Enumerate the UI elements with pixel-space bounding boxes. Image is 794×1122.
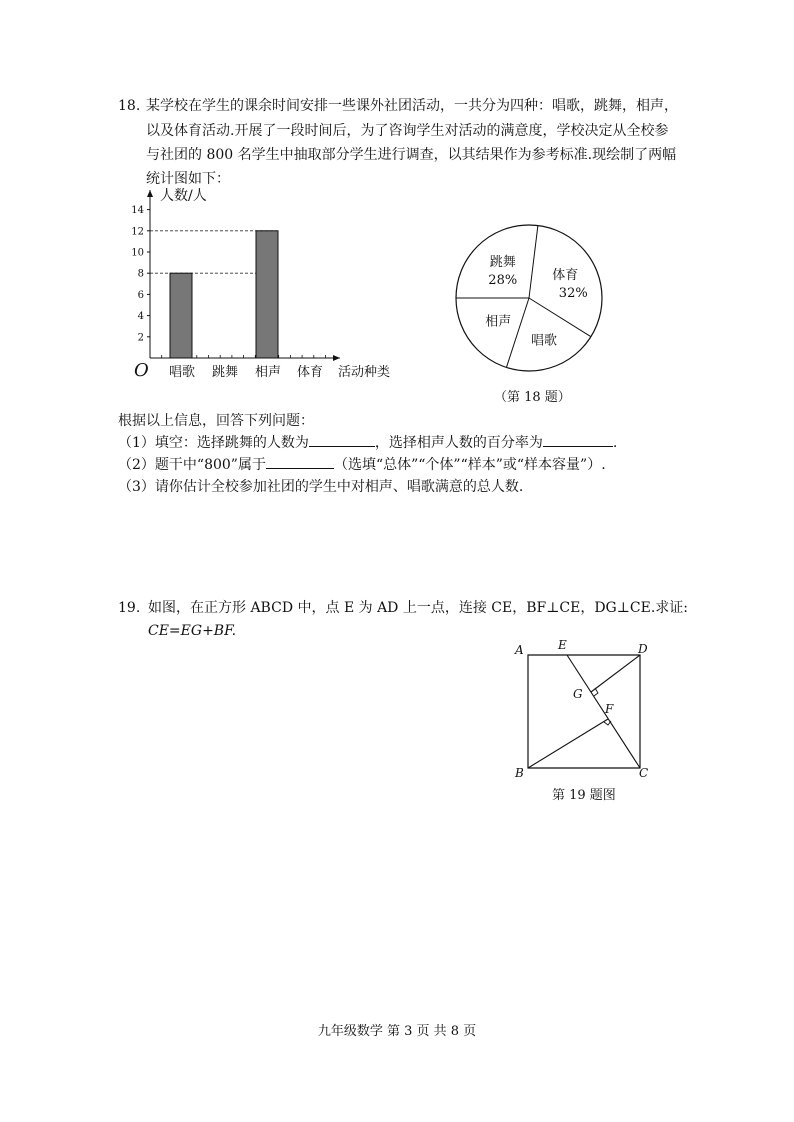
origin-label: O (134, 360, 149, 381)
y-tick-label: 10 (131, 247, 144, 259)
q18-part1 (118, 432, 617, 453)
q18-stem-line-2: 以及体育活动.开展了一段时间后，为了咨询学生对活动的满意度，学校决定从全校参 (146, 123, 669, 139)
label-e: E (558, 638, 567, 652)
bar-0 (170, 273, 192, 358)
y-axis-label: 人数/人 (160, 188, 207, 204)
answer-blank-800-category[interactable] (266, 454, 334, 469)
pie-slice-label: 唱歌 (531, 333, 558, 349)
y-tick-label: 12 (131, 226, 144, 238)
q18-stem-line-3: 与社团的 800 名学生中抽取部分学生进行调查，以其结果作为参考标准.现绘制了两幅 (146, 147, 677, 163)
q18-intro: 根据以上信息，回答下列问题： (118, 413, 314, 429)
segment-ce (567, 655, 640, 768)
q19-line-1: 如图，在正方形 ABCD 中，点 E 为 AD 上一点，连接 CE，BF⊥CE，DG⊥CE.求证: (148, 600, 689, 616)
label-f: F (605, 702, 614, 716)
y-tick-label: 4 (137, 311, 144, 323)
pie-slice-boundary (506, 298, 529, 367)
pie-slice-boundary (529, 298, 591, 337)
q18-number: 18. (118, 98, 141, 114)
x-category-label: 跳舞 (211, 365, 239, 380)
q18-part2 (118, 454, 606, 475)
page-footer: 九年级数学 第 3 页 共 8 页 (317, 1024, 477, 1039)
q18-part1-text-a: （1）填空：选择跳舞的人数为 (118, 435, 309, 451)
y-tick-label: 14 (131, 205, 144, 217)
q18-part1-text-b: ，选择相声人数的百分率为 (374, 435, 543, 451)
q19-figure-caption: 第 19 题图 (552, 788, 616, 803)
q18-stem-line-4: 统计图如下： (146, 171, 230, 187)
square-abcd (528, 655, 640, 768)
pie-slice-label: 跳舞 (489, 254, 516, 270)
label-b: B (515, 766, 524, 780)
pie-slice-percent: 28% (488, 272, 518, 288)
y-tick-label: 6 (137, 289, 144, 301)
label-d: D (638, 642, 648, 656)
pie-slice-boundary (529, 226, 538, 298)
label-g: G (573, 687, 583, 701)
segment-bf (528, 719, 608, 768)
x-axis-arrow (333, 355, 340, 361)
q18-part2-text-b: （选填“总体”“个体”“样本”或“样本容量”）. (333, 457, 606, 473)
q19-number: 19. (118, 600, 141, 616)
y-axis-arrow (147, 190, 153, 197)
label-c: C (639, 766, 649, 780)
segment-dg (591, 655, 640, 692)
y-tick-label: 8 (137, 268, 144, 280)
pie-chart (445, 218, 605, 383)
x-axis-label: 活动种类 (338, 365, 391, 380)
q18-part2-text-a: （2）题干中“800”属于 (118, 457, 266, 473)
answer-blank-crosstalk-percent[interactable] (543, 432, 613, 447)
bar-chart (120, 180, 410, 385)
x-category-label: 唱歌 (168, 365, 196, 380)
pie-slice-percent: 32% (558, 286, 588, 302)
q19-line-2: CE=EG+BF. (148, 623, 237, 639)
bar-2 (256, 231, 278, 358)
answer-blank-dance-count[interactable] (309, 432, 375, 447)
q18-part3: （3）请你估计全校参加社团的学生中对相声、唱歌满意的总人数. (118, 479, 524, 495)
q18-part1-text-c: . (612, 435, 618, 451)
square-geometry-figure (505, 635, 665, 785)
pie-slice-label: 相声 (485, 314, 512, 330)
q18-stem-line-1: 某学校在学生的课余时间安排一些课外社团活动，一共分为四种：唱歌，跳舞，相声， (146, 98, 678, 114)
x-category-label: 体育 (296, 365, 324, 380)
y-tick-label: 2 (137, 332, 144, 344)
label-a: A (515, 643, 524, 657)
pie-slice-label: 体育 (552, 268, 579, 284)
q18-figure-caption: （第 18 题） (494, 390, 571, 405)
x-category-label: 相声 (254, 365, 282, 380)
